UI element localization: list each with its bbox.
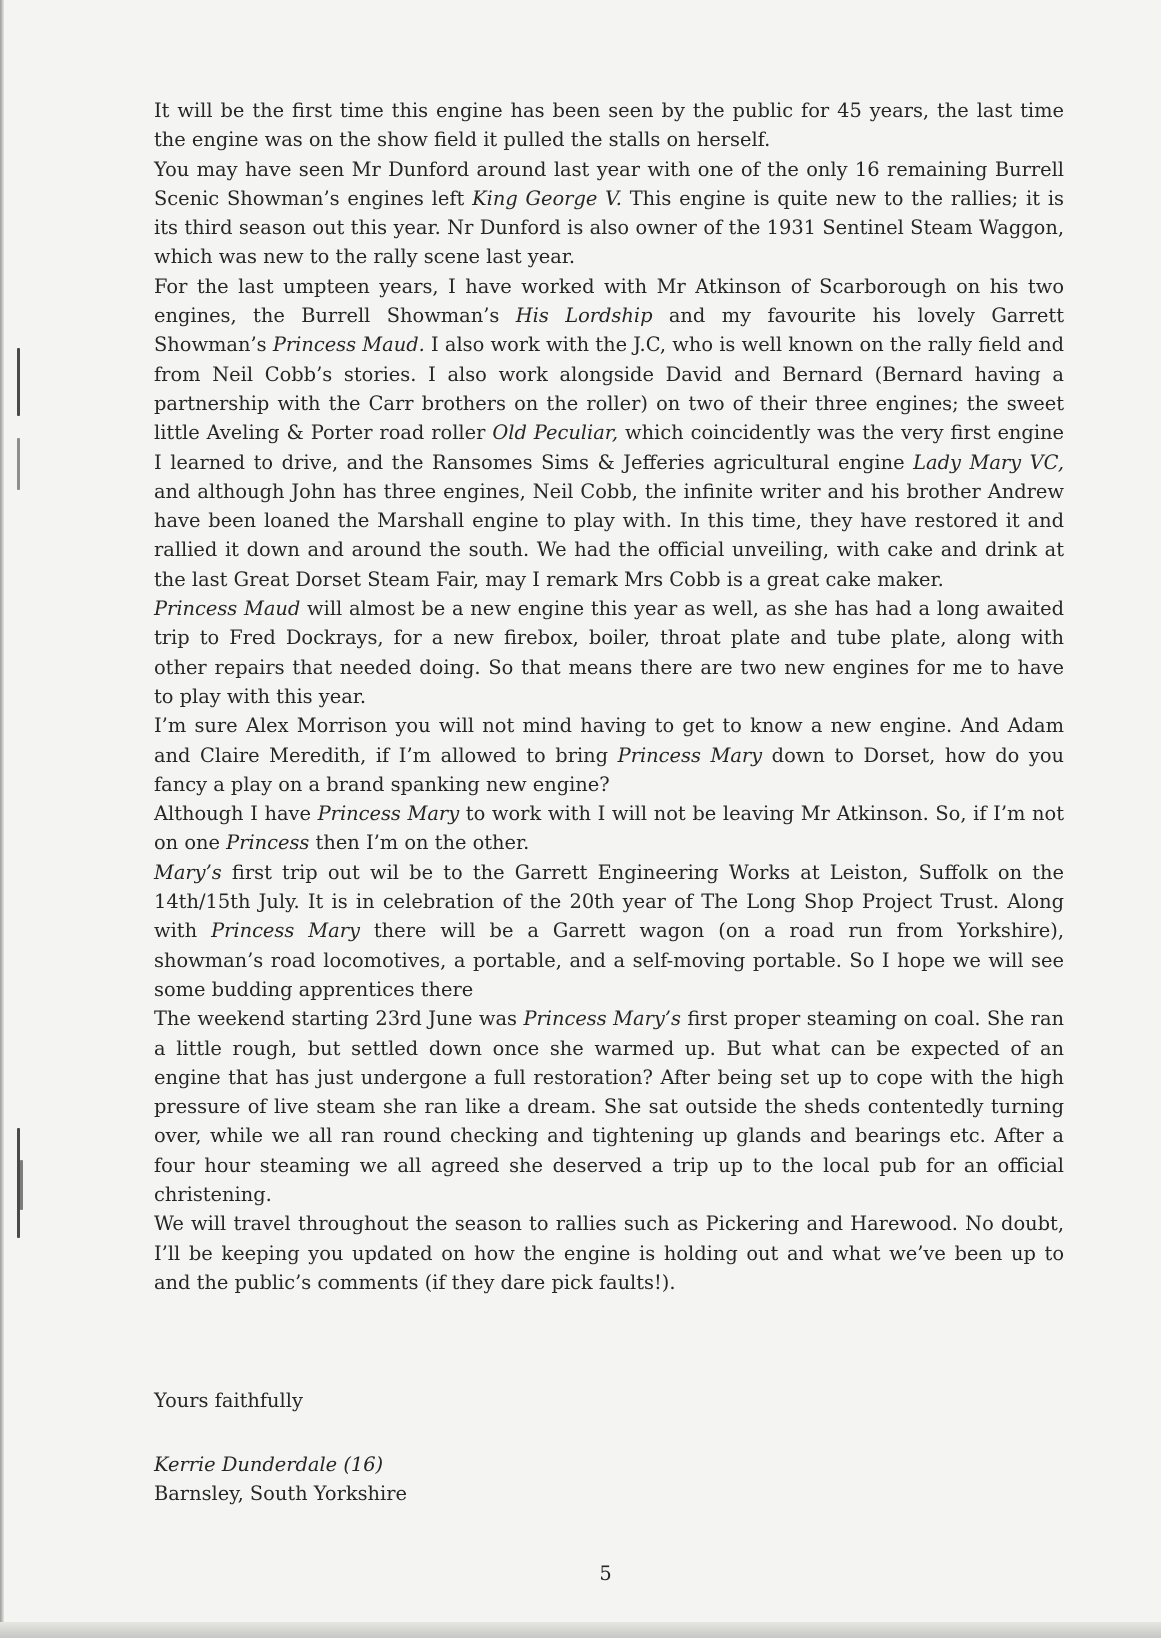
page-bottom-edge: [0, 1622, 1161, 1638]
paragraph-text: I also work with the J.C, who is well known on the rally field and from Neil Cobb’s stories. I also work alongside David and Bernard (Bernard having a partnership with the Carr brothers on the roller) on two of their three engines; the sweet little Aveling & Porter road roller: [154, 333, 1064, 445]
paragraph-text: You may have seen Mr Dunford around last year with one of the only 16 remaining Burrell Scenic Showman’s engines left: [154, 157, 1064, 210]
letter-paragraph: [154, 858, 1064, 1004]
italic-title-text: Princess Mary: [317, 802, 460, 826]
italic-title-text: Princess Mary’s: [523, 1007, 681, 1031]
paragraph-text: This engine is quite new to the rallies; it is its third season out this year. Nr Dunford is also owner of the 1931 Sentinel Steam Waggon, which was new to the rally scene last year.: [154, 186, 1064, 269]
author-name: Kerrie Dunderdale (16): [154, 1453, 384, 1476]
letter-body: [154, 96, 1064, 1297]
italic-title-text: King George V.: [472, 186, 622, 210]
staple-mark: [17, 348, 20, 416]
letter-paragraph: [154, 799, 1064, 858]
staple-mark: [17, 438, 20, 490]
paragraph-text: For the last umpteen years, I have worked with Mr Atkinson of Scarborough on his two engines, the Burrell Showman’s: [154, 274, 1064, 328]
paragraph-text: I’m sure Alex Morrison you will not mind having to get to know a new engine. And Adam and Claire Meredith, if I’m allowed to bring: [154, 714, 1064, 767]
paragraph-text: and my favourite his lovely Garrett Showman’s: [154, 304, 1064, 357]
letter-paragraph: [154, 96, 1064, 155]
paragraph-text: first proper steaming on coal. She ran a little rough, but settled down once she warmed up. But what can be expected of an engine that has just undergone a full restoration? After being set up to cope with the high pressure of live steam she ran like a dream. She sat outside the sheds contentedly turning over, while we all ran round checking and tightening up glands and bearings etc. After a four hour steaming we all agreed she deserved a trip up to the local pub for an official christening.: [154, 1007, 1064, 1206]
italic-title-text: Princess Maud: [154, 597, 301, 621]
page-number: 5: [599, 1562, 612, 1585]
author-location: Barnsley, South Yorkshire: [154, 1482, 407, 1506]
paragraph-text: Although I have: [154, 802, 318, 826]
paragraph-text: first trip out wil be to the Garrett Engineering Works at Leiston, Suffolk on the 14th/15th July. It is in celebration of the 20th year of The Long Shop Project Trust. Along with: [154, 860, 1064, 943]
italic-title-text: Mary’s: [154, 860, 222, 884]
italic-title-text: Lady Mary VC,: [913, 450, 1064, 474]
paragraph-text: down to Dorset, how do you fancy a play on a brand spanking new engine?: [154, 743, 1064, 796]
letter-paragraph: [154, 1004, 1064, 1209]
letter-signature: [154, 1450, 407, 1509]
letter-paragraph: [154, 1209, 1064, 1297]
italic-title-text: His Lordship: [515, 304, 653, 328]
binding-edge: [0, 0, 4, 1638]
italic-title-text: Princess Mary: [617, 743, 763, 767]
letter-paragraph: [154, 711, 1064, 799]
paragraph-text: there will be a Garrett wagon (on a road run from Yorkshire), showman’s road locomotives, a portable, and a self-moving portable. So I hope we will see some budding apprentices there: [154, 919, 1064, 1001]
paragraph-text: to work with I will not be leaving Mr Atkinson. So, if I’m not on one: [154, 802, 1064, 855]
italic-title-text: Princess Mary: [211, 919, 360, 943]
paragraph-text: will almost be a new engine this year as well, as she has had a long awaited trip to Fred Dockrays, for a new firebox, boiler, throat plate and tube plate, along with other repairs that needed doing. So that means there are two new engines for me to have to play with this year.: [154, 597, 1064, 708]
italic-title-text: Old Peculiar,: [492, 421, 619, 445]
letter-paragraph: [154, 155, 1064, 272]
paragraph-text: It will be the first time this engine has been seen by the public for 45 years, the last time the engine was on the show field it pulled the stalls on herself.: [154, 99, 1064, 152]
paragraph-text: and although John has three engines, Neil Cobb, the infinite writer and his brother Andrew have been loaned the Marshall engine to play with. In this time, they have restored it and rallied it down and around the south. We had the official unveiling, with cake and drink at the last Great Dorset Steam Fair, may I remark Mrs Cobb is a great cake maker.: [154, 479, 1064, 591]
paragraph-text: The weekend starting 23rd June was: [154, 1007, 524, 1031]
italic-title-text: Princess: [226, 831, 310, 855]
paragraph-text: which coincidently was the very first engine I learned to drive, and the Ransomes Sims & Jefferies agricultural engine: [154, 421, 1064, 474]
letter-signoff: Yours faithfully: [154, 1389, 303, 1412]
paragraph-text: We will travel throughout the season to rallies such as Pickering and Harewood. No doubt, I’ll be keeping you updated on how the engine is holding out and what we’ve been up to and the public’s comments (if they dare pick faults!).: [154, 1212, 1064, 1294]
italic-title-text: Princess Maud.: [272, 333, 425, 357]
letter-paragraph: [154, 594, 1064, 711]
staple-mark: [20, 1160, 23, 1210]
paragraph-text: then I’m on the other.: [309, 831, 530, 855]
letter-paragraph: [154, 272, 1064, 594]
